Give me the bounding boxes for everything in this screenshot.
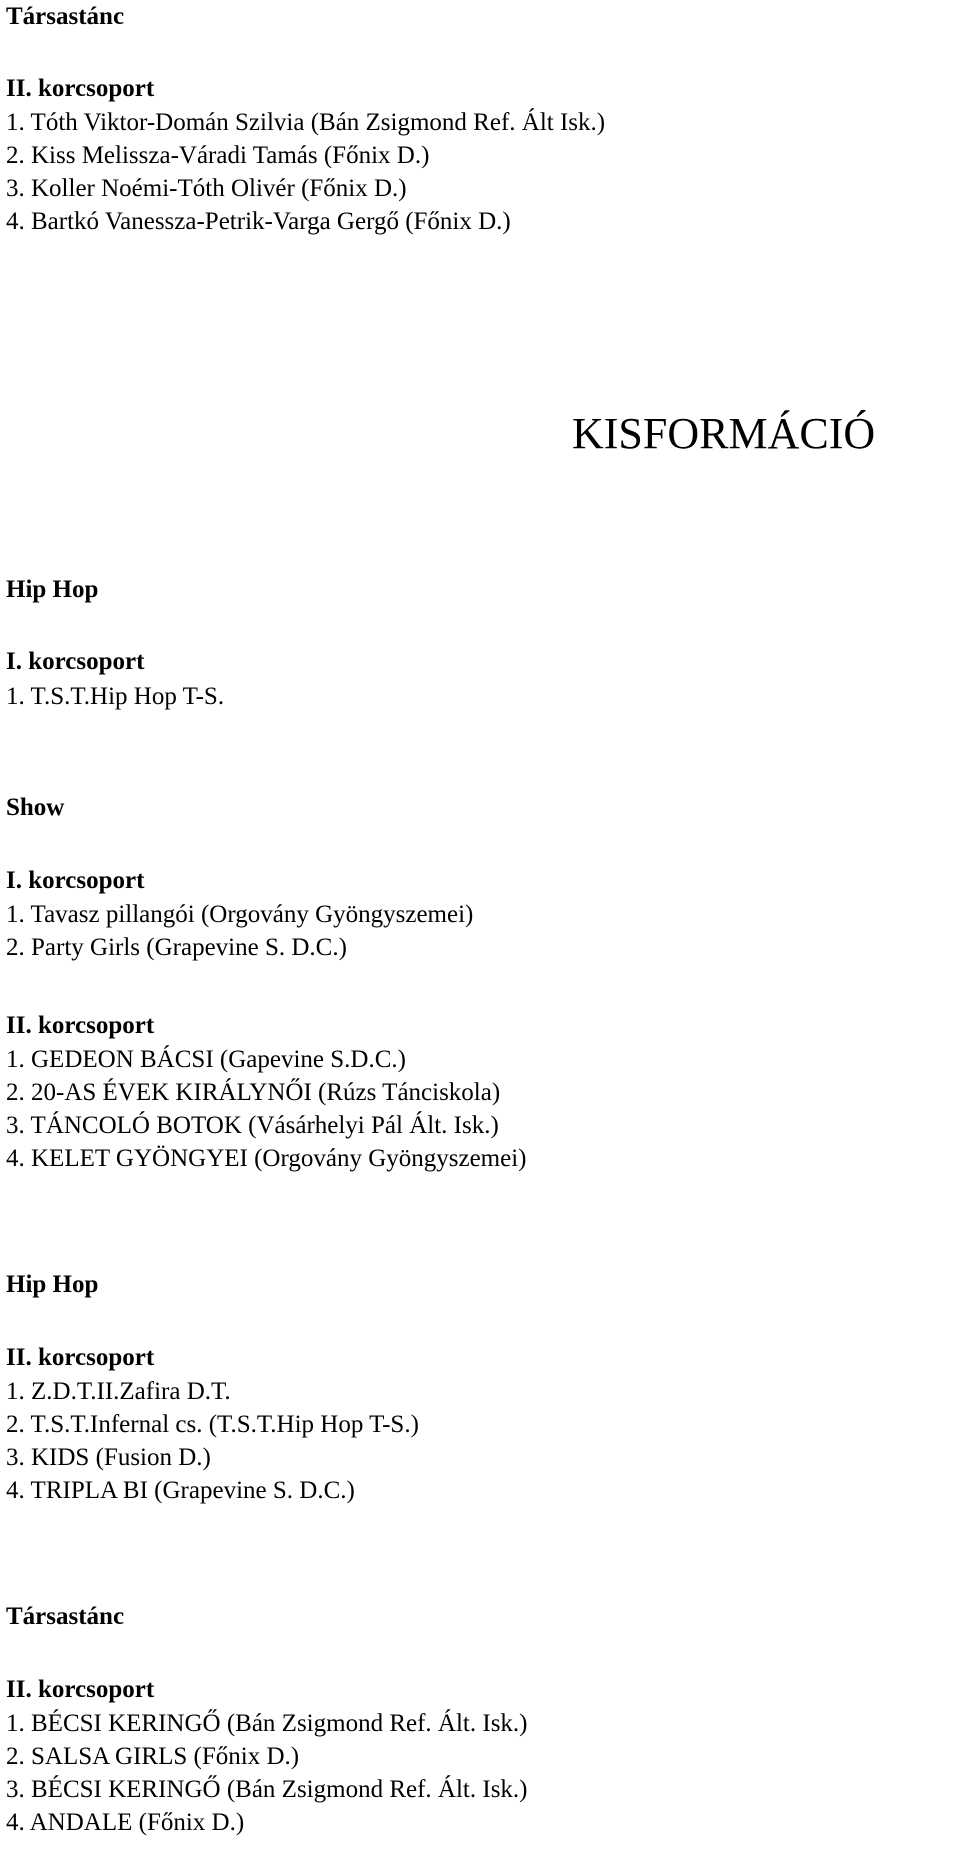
section-heading-tarsastanc: Társastánc (6, 1603, 125, 1630)
list-item: 1. Tóth Viktor-Domán Szilvia (Bán Zsigmond Ref. Ált Isk.) (6, 109, 606, 136)
list-item: 1. T.S.T.Hip Hop T-S. (6, 683, 225, 710)
list-item: 1. Tavasz pillangói (Orgovány Gyöngyszemei) (6, 901, 474, 928)
section-heading-tarsastanc: Társastánc (6, 3, 125, 30)
section-heading-hip-hop: Hip Hop (6, 1271, 99, 1298)
list-item: 2. Party Girls (Grapevine S. D.C.) (6, 934, 347, 961)
list-item: 4. Bartkó Vanessza-Petrik-Varga Gergő (Főnix D.) (6, 208, 511, 235)
list-item: 2. 20-AS ÉVEK KIRÁLYNŐI (Rúzs Tánciskola) (6, 1079, 501, 1106)
list-item: 4. KELET GYÖNGYEI (Orgovány Gyöngyszemei) (6, 1145, 527, 1172)
list-item: 1. Z.D.T.II.Zafira D.T. (6, 1378, 231, 1405)
section-heading-hip-hop: Hip Hop (6, 576, 99, 603)
list-item: 2. SALSA GIRLS (Főnix D.) (6, 1743, 300, 1770)
group-label: II. korcsoport (6, 75, 155, 102)
list-item: 1. GEDEON BÁCSI (Gapevine S.D.C.) (6, 1046, 406, 1073)
list-item: 1. BÉCSI KERINGŐ (Bán Zsigmond Ref. Ált. Isk.) (6, 1710, 528, 1737)
list-item: 2. T.S.T.Infernal cs. (T.S.T.Hip Hop T-S.) (6, 1411, 419, 1438)
list-item: 3. TÁNCOLÓ BOTOK (Vásárhelyi Pál Ált. Isk.) (6, 1112, 499, 1139)
group-label: II. korcsoport (6, 1344, 155, 1371)
group-label: I. korcsoport (6, 648, 145, 675)
section-title-kisformacio: KISFORMÁCIÓ (572, 409, 876, 458)
group-label: II. korcsoport (6, 1012, 155, 1039)
group-label: I. korcsoport (6, 867, 145, 894)
list-item: 3. BÉCSI KERINGŐ (Bán Zsigmond Ref. Ált. Isk.) (6, 1776, 528, 1803)
group-label: II. korcsoport (6, 1676, 155, 1703)
list-item: 2. Kiss Melissza-Váradi Tamás (Főnix D.) (6, 142, 430, 169)
section-heading-show: Show (6, 794, 65, 821)
list-item: 3. KIDS (Fusion D.) (6, 1444, 211, 1471)
list-item: 3. Koller Noémi-Tóth Olivér (Főnix D.) (6, 175, 407, 202)
list-item: 4. TRIPLA BI (Grapevine S. D.C.) (6, 1477, 355, 1504)
list-item: 4. ANDALE (Főnix D.) (6, 1809, 245, 1836)
